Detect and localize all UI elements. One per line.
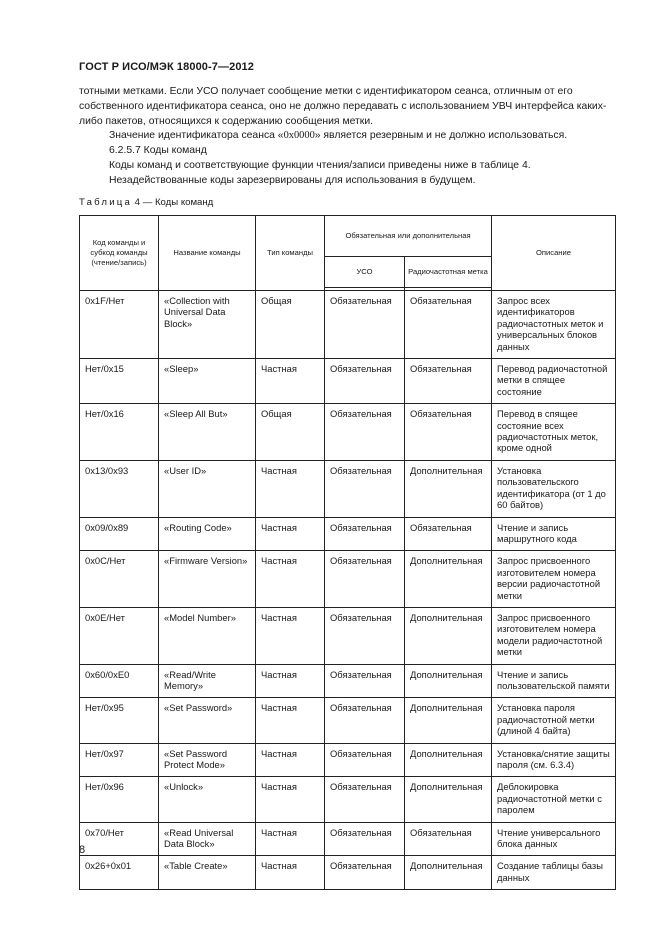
header-rf-tag: Радиочастотная метка — [405, 257, 492, 288]
cell-tag-requirement: Дополнительная — [405, 743, 492, 777]
cell-tag-requirement: Дополнительная — [405, 777, 492, 822]
command-codes-table — [79, 215, 616, 890]
cell-uso-requirement: Обязательная — [325, 404, 405, 461]
document-header: ГОСТ Р ИСО/МЭК 18000-7—2012 — [79, 61, 254, 73]
cell-command-name: «Model Number» — [159, 607, 256, 664]
cell-command-type: Частная — [256, 460, 325, 517]
table-row — [80, 698, 616, 743]
reserved-session-code: 0x0000 — [283, 130, 315, 142]
cell-command-type: Общая — [256, 404, 325, 461]
cell-uso-requirement: Обязательная — [325, 359, 405, 404]
table-row — [80, 460, 616, 517]
table-row — [80, 777, 616, 822]
table-row — [80, 404, 616, 461]
table-row — [80, 822, 616, 856]
cell-command-code: Нет/0x96 — [80, 777, 159, 822]
cell-command-name: «Read/Write Memory» — [159, 664, 256, 698]
cell-uso-requirement: Обязательная — [325, 551, 405, 608]
cell-command-type: Частная — [256, 777, 325, 822]
table-row — [80, 664, 616, 698]
table-row — [80, 743, 616, 777]
cell-command-name: «Read Universal Data Block» — [159, 822, 256, 856]
cell-command-code: Нет/0x15 — [80, 359, 159, 404]
reserved-text-after: » является резервным и не должно использоваться. — [314, 130, 568, 142]
cell-description: Запрос присвоенного изготовителем номера модели радиочастотной метки — [492, 607, 616, 664]
cell-tag-requirement: Обязательная — [405, 291, 492, 359]
table-row — [80, 517, 616, 551]
cell-command-code: Нет/0x95 — [80, 698, 159, 743]
cell-tag-requirement: Дополнительная — [405, 460, 492, 517]
cell-command-code: 0x13/0x93 — [80, 460, 159, 517]
cell-description: Деблокировка радиочастотной метки с паролем — [492, 777, 616, 822]
cell-description: Установка пароля радиочастотной метки (длиной 4 байта) — [492, 698, 616, 743]
cell-command-name: «Table Create» — [159, 856, 256, 890]
cell-uso-requirement: Обязательная — [325, 743, 405, 777]
cell-command-name: «User ID» — [159, 460, 256, 517]
table-caption — [79, 197, 213, 208]
cell-tag-requirement: Обязательная — [405, 404, 492, 461]
header-mandatory-optional: Обязательная или дополнительная — [325, 216, 492, 257]
cell-description: Запрос присвоенного изготовителем номера версии радиочастотной метки — [492, 551, 616, 608]
header-type: Тип команды — [256, 216, 325, 291]
header-code: Код команды и субкод команды (чтение/запись) — [80, 216, 159, 291]
reserved-text-before: Значение идентификатора сеанса « — [109, 130, 284, 142]
cell-uso-requirement: Обязательная — [325, 460, 405, 517]
cell-command-name: «Sleep» — [159, 359, 256, 404]
header-name: Название команды — [159, 216, 256, 291]
cell-tag-requirement: Дополнительная — [405, 664, 492, 698]
paragraph-command-codes-intro: Коды команд и соответствующие функции чтения/записи приведены ниже в таблице 4. — [109, 159, 531, 171]
cell-uso-requirement: Обязательная — [325, 856, 405, 890]
cell-description: Чтение и запись маршрутного кода — [492, 517, 616, 551]
cell-command-type: Частная — [256, 359, 325, 404]
cell-command-name: «Routing Code» — [159, 517, 256, 551]
cell-uso-requirement: Обязательная — [325, 777, 405, 822]
table-row — [80, 856, 616, 890]
table-caption-label: Таблица — [79, 197, 133, 208]
cell-uso-requirement: Обязательная — [325, 607, 405, 664]
cell-command-type: Частная — [256, 664, 325, 698]
cell-description: Чтение универсального блока данных — [492, 822, 616, 856]
cell-tag-requirement: Дополнительная — [405, 698, 492, 743]
cell-command-code: 0x0C/Нет — [80, 551, 159, 608]
cell-tag-requirement: Дополнительная — [405, 551, 492, 608]
header-description: Описание — [492, 216, 616, 291]
cell-tag-requirement: Обязательная — [405, 359, 492, 404]
cell-command-name: «Set Password Protect Mode» — [159, 743, 256, 777]
cell-command-code: 0x0E/Нет — [80, 607, 159, 664]
cell-command-code: 0x70/Нет — [80, 822, 159, 856]
cell-description: Перевод радиочастотной метки в спящее состояние — [492, 359, 616, 404]
cell-command-code: 0x60/0xE0 — [80, 664, 159, 698]
table-row — [80, 607, 616, 664]
cell-command-code: Нет/0x97 — [80, 743, 159, 777]
table-body — [80, 291, 616, 890]
cell-tag-requirement: Дополнительная — [405, 607, 492, 664]
cell-command-code: Нет/0x16 — [80, 404, 159, 461]
cell-command-name: «Sleep All But» — [159, 404, 256, 461]
cell-tag-requirement: Дополнительная — [405, 856, 492, 890]
paragraph-reserved-session-id — [79, 129, 615, 144]
cell-command-type: Частная — [256, 698, 325, 743]
cell-command-name: «Collection with Universal Data Block» — [159, 291, 256, 359]
cell-description: Установка пользовательского идентификатора (от 1 до 60 байтов) — [492, 460, 616, 517]
cell-command-name: «Unlock» — [159, 777, 256, 822]
cell-command-code: 0x1F/Нет — [80, 291, 159, 359]
cell-tag-requirement: Обязательная — [405, 822, 492, 856]
table-row — [80, 291, 616, 359]
cell-command-type: Частная — [256, 551, 325, 608]
paragraph-reserved-codes: Незадействованные коды зарезервированы для использования в будущем. — [109, 174, 476, 186]
cell-uso-requirement: Обязательная — [325, 822, 405, 856]
section-heading-command-codes: 6.2.5.7 Коды команд — [109, 145, 207, 157]
cell-command-name: «Firmware Version» — [159, 551, 256, 608]
body-text — [79, 85, 615, 189]
cell-command-type: Частная — [256, 822, 325, 856]
cell-command-type: Частная — [256, 743, 325, 777]
cell-description: Чтение и запись пользовательской памяти — [492, 664, 616, 698]
table-row — [80, 551, 616, 608]
cell-command-code: 0x26+0x01 — [80, 856, 159, 890]
cell-command-type: Частная — [256, 607, 325, 664]
page-number: 8 — [79, 844, 86, 856]
cell-uso-requirement: Обязательная — [325, 664, 405, 698]
cell-uso-requirement: Обязательная — [325, 698, 405, 743]
cell-command-name: «Set Password» — [159, 698, 256, 743]
cell-description: Запрос всех идентификаторов радиочастотных меток и универсальных блоков данных — [492, 291, 616, 359]
header-uso: УСО — [325, 257, 405, 288]
cell-command-code: 0x09/0x89 — [80, 517, 159, 551]
cell-uso-requirement: Обязательная — [325, 291, 405, 359]
cell-command-type: Частная — [256, 517, 325, 551]
cell-description: Создание таблицы базы данных — [492, 856, 616, 890]
cell-uso-requirement: Обязательная — [325, 517, 405, 551]
cell-description: Установка/снятие защиты пароля (см. 6.3.4) — [492, 743, 616, 777]
paragraph-session-mismatch: тотными метками. Если УСО получает сообщение метки с идентификатором сеанса, отличным от его собственного идентификатора сеанса, оно не должно передавать с использованием УВЧ интерфейса каких-либо пакетов, относящихся к содержанию сообщения метки. — [79, 86, 607, 127]
cell-description: Перевод в спящее состояние всех радиочастотных меток, кроме одной — [492, 404, 616, 461]
cell-command-type: Частная — [256, 856, 325, 890]
cell-tag-requirement: Обязательная — [405, 517, 492, 551]
cell-command-type: Общая — [256, 291, 325, 359]
table-caption-title: 4 — Коды команд — [132, 197, 214, 208]
table-row — [80, 359, 616, 404]
